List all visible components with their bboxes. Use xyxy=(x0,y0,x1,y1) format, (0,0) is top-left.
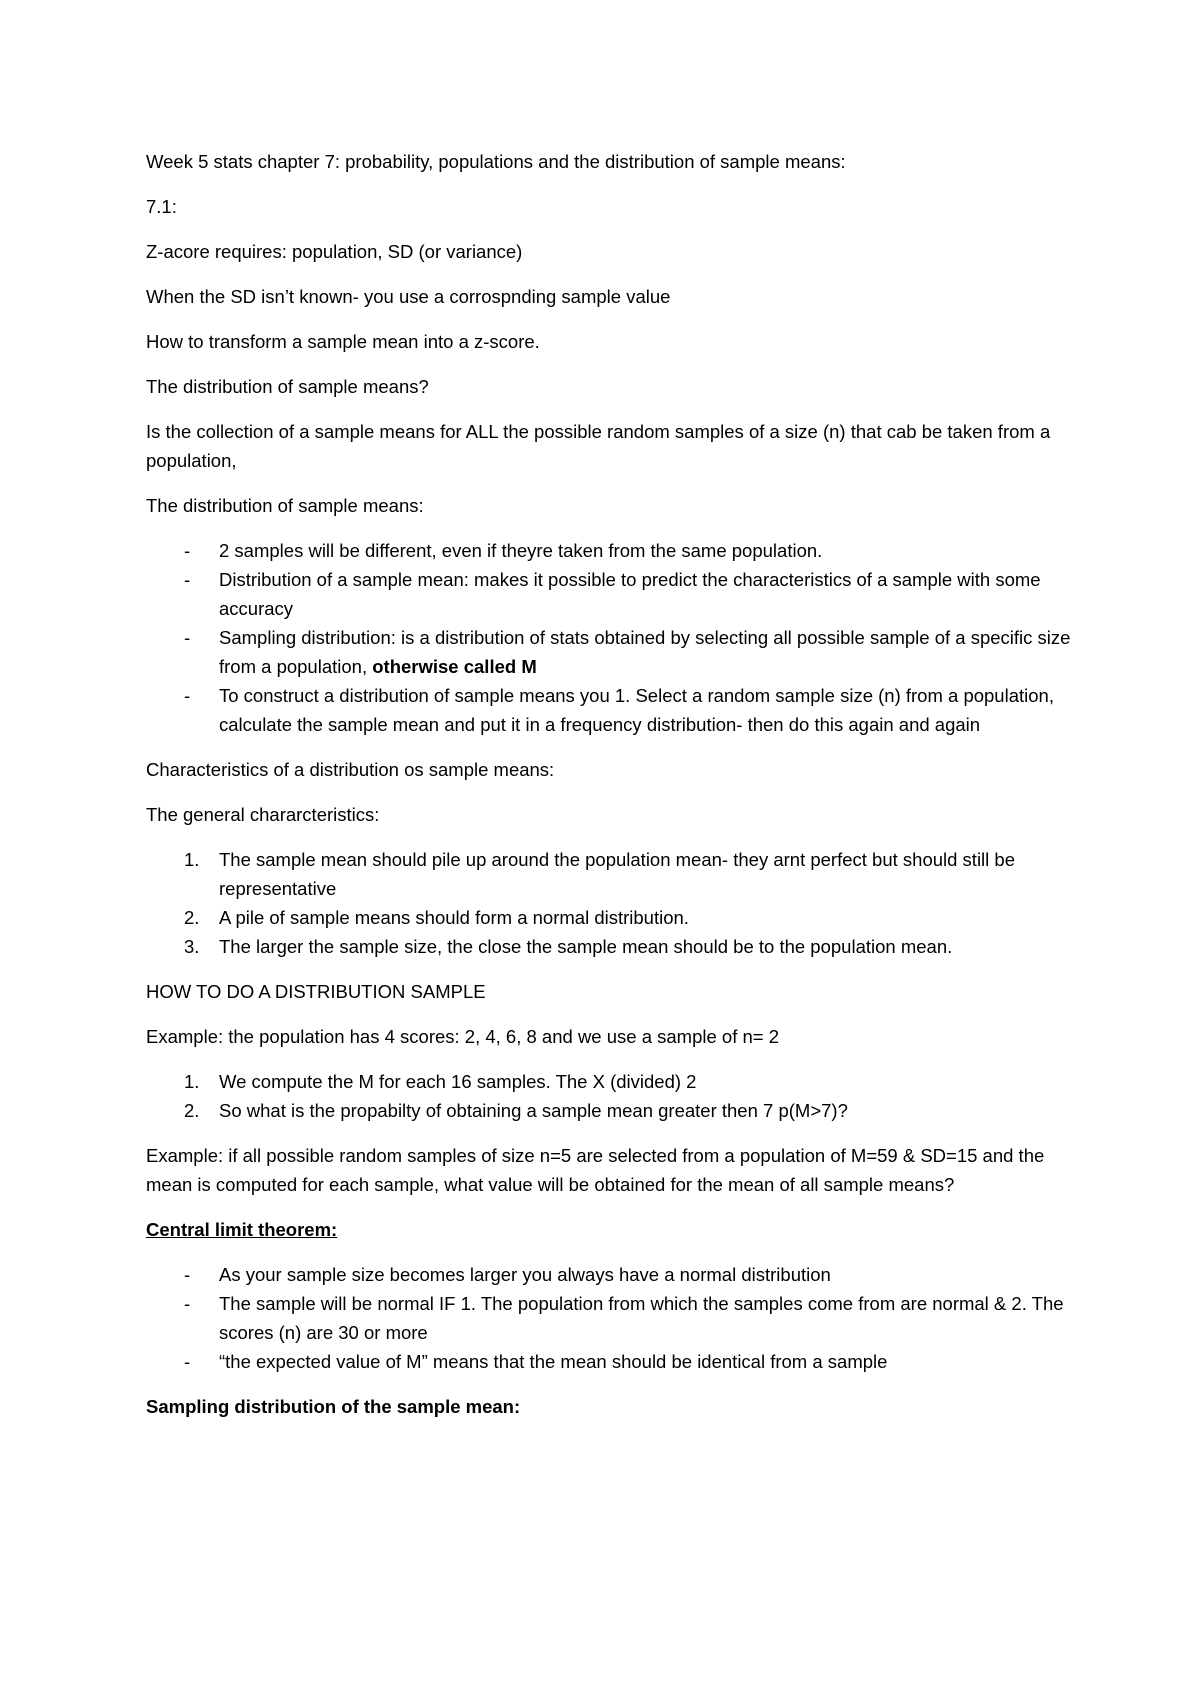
section-heading: Central limit theorem: xyxy=(146,1219,338,1240)
list-number: 3. xyxy=(184,936,200,957)
list-item-text: Sampling distribution: is a distribution of stats obtained by selecting all possible sample of a specific size from a population, xyxy=(219,627,1071,677)
paragraph: Is the collection of a sample means for ALL the possible random samples of a size (n) that cab be taken from a population, xyxy=(146,421,1051,471)
paragraph: How to transform a sample mean into a z-score. xyxy=(146,331,540,352)
list-item xyxy=(146,903,1086,932)
list-number: 2. xyxy=(184,1100,200,1121)
paragraph: Example: if all possible random samples of size n=5 are selected from a population of M=59 & SD=15 and the mean is computed for each sample, what value will be obtained for the mean of all sample means? xyxy=(146,1145,1045,1195)
list-item xyxy=(146,932,1086,961)
list-item-text: The larger the sample size, the close the sample mean should be to the population mean. xyxy=(219,936,953,957)
list-item xyxy=(146,536,1086,565)
bold-text: otherwise called M xyxy=(372,656,537,677)
bullet-list xyxy=(146,536,1086,739)
paragraph: The distribution of sample means? xyxy=(146,376,429,397)
list-item-text: We compute the M for each 16 samples. The X (divided) 2 xyxy=(219,1071,697,1092)
numbered-list xyxy=(146,1067,1086,1125)
list-item xyxy=(146,681,1086,739)
paragraph: Z-acore requires: population, SD (or variance) xyxy=(146,241,523,262)
list-number: 1. xyxy=(184,849,200,870)
list-item-text: To construct a distribution of sample means you 1. Select a random sample size (n) from a population, calculate the sample mean and put it in a frequency distribution- then do this again and again xyxy=(219,685,1054,735)
paragraph: Example: the population has 4 scores: 2, 4, 6, 8 and we use a sample of n= 2 xyxy=(146,1026,779,1047)
paragraph: The general chararcteristics: xyxy=(146,804,380,825)
list-item xyxy=(146,1096,1086,1125)
list-number: 2. xyxy=(184,907,200,928)
list-item-text: So what is the propabilty of obtaining a sample mean greater then 7 p(M>7)? xyxy=(219,1100,848,1121)
list-item-text: As your sample size becomes larger you always have a normal distribution xyxy=(219,1264,831,1285)
list-item-text: The sample will be normal IF 1. The population from which the samples come from are normal & 2. The scores (n) are 30 or more xyxy=(219,1293,1064,1343)
list-item xyxy=(146,565,1086,623)
paragraph: The distribution of sample means: xyxy=(146,495,424,516)
list-item-text: The sample mean should pile up around the population mean- they arnt perfect but should still be representative xyxy=(219,849,1015,899)
paragraph: HOW TO DO A DISTRIBUTION SAMPLE xyxy=(146,981,486,1002)
list-number: 1. xyxy=(184,1071,200,1092)
bullet-list xyxy=(146,1260,1086,1376)
list-item-text: 2 samples will be different, even if theyre taken from the same population. xyxy=(219,540,823,561)
numbered-list xyxy=(146,845,1086,961)
list-item-text: “the expected value of M” means that the mean should be identical from a sample xyxy=(219,1351,888,1372)
list-item xyxy=(146,845,1086,903)
list-item xyxy=(146,1260,1086,1289)
list-item xyxy=(146,1067,1086,1096)
document-title: Week 5 stats chapter 7: probability, populations and the distribution of sample means: xyxy=(146,151,846,172)
list-item xyxy=(146,1347,1086,1376)
list-item-text: A pile of sample means should form a normal distribution. xyxy=(219,907,689,928)
section-number: 7.1: xyxy=(146,196,177,217)
section-heading: Sampling distribution of the sample mean: xyxy=(146,1396,521,1417)
paragraph: When the SD isn’t known- you use a corrospnding sample value xyxy=(146,286,671,307)
document-body xyxy=(146,147,1086,1437)
list-item-text: Distribution of a sample mean: makes it possible to predict the characteristics of a sample with some accuracy xyxy=(219,569,1041,619)
list-item xyxy=(146,1289,1086,1347)
list-item xyxy=(146,623,1086,681)
paragraph: Characteristics of a distribution os sample means: xyxy=(146,759,555,780)
